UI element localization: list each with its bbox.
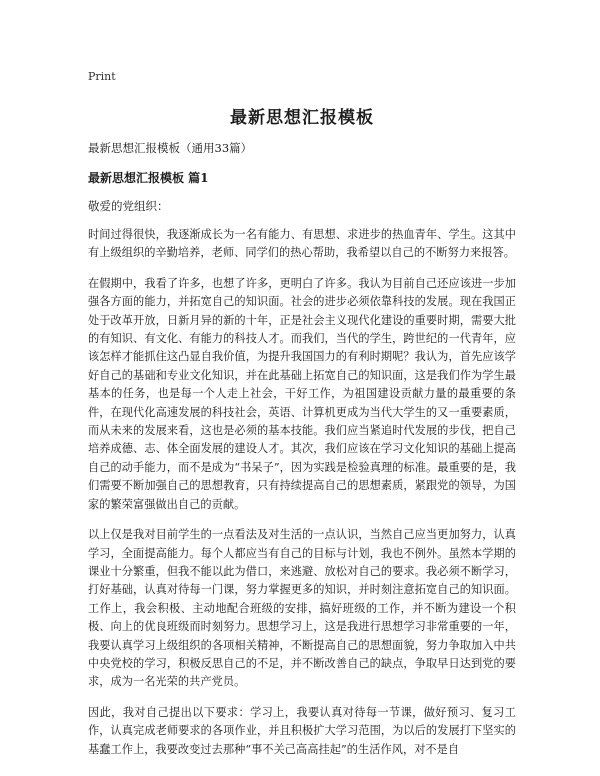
paragraph-4: 因此，我对自己提出以下要求：学习上，我要认真对待每一节课，做好预习、复习工作，认真完成老师要求的各项作业，并且积极扩大学习范围，为以后的发展打下坚实的基蠢工作上，我要改变过去那种“事不关己高高挂起”的生活作风，对不是自 [88,705,516,756]
document-subtitle: 最新思想汇报模板（通用33篇） [88,141,253,155]
document-title: 最新思想汇报模板 [230,108,374,128]
greeting: 敬爱的党组织： [88,199,169,213]
paragraph-1: 时间过得很快，我逐渐成长为一名有能力、有思想、求进步的热血青年、学生。这其中有上级组织的辛勤培养，老师、同学们的热心帮助，我希望以自己的不断努力来报答。 [88,228,516,260]
document-page [88,70,516,771]
section-title: 最新思想汇报模板 篇1 [88,171,209,185]
paragraph-2: 在假期中，我看了许多，也想了许多，更明白了许多。我认为目前自己还应该进一步加强各方面的能力，并拓宽自己的知识面。社会的进步必须依靠科技的发展。现在我国正处于改革开放，日新月异的新的十年，正是社会主义现代化建设的重要时期，需要大批的有知识、有文化、有能力的科技人才。而我们，当代的学生，跨世纪的一代青年，应该怎样才能抓住这凸显自我价值，为提升我国国力的有利时期呢？我认为，首先应该学好自己的基础和专业文化知识，并在此基础上拓宽自己的知识面，这是我们作为学生最基本的任务，也是每一个人走上社会，干好工作，为祖国建设贡献力量的最重要的条件，在现代化高速发展的科技社会，英语、计算机更成为当代大学生的又一重要素质，而从未来的发展来看，这也是必须的基本技能。我们应当紧追时代发展的步伐，把自己培养成德、志、体全面发展的建设人才。其次，我们应该在学习文化知识的基础上提高自己的动手能力，而不是成为“书呆子”，因为实践是检验真理的标准。最重要的是，我们需要不断加强自己的思想教育，只有持续提高自己的思想素质，紧跟党的领导，为国家的繁荣富强做出自己的贡献。 [88,276,516,511]
paragraph-3: 以上仅是我对目前学生的一点看法及对生活的一点认识，当然自己应当更加努力，认真学习，全面提高能力。每个人都应当有自己的目标与计划，我也不例外。虽然本学期的课业十分繁重，但我不能以此为借口，来逃避、放松对自己的要求。我必须不断学习，打好基础，认真对待每一门课，努力掌握更多的知识，并时刻注意拓宽自己的知识面。工作上，我会积极、主动地配合班级的安排，搞好班级的工作，并不断为建设一个积极、向上的优良班级而时刻努力。思想学习上，这是我进行思想学习非常重要的一年，我要认真学习上级组织的各项相关精神，不断提高自己的思想面貌，努力争取加入中共中央党校的学习，积极反思自己的不足，并不断改善自己的缺点，争取早日达到党的要求，成为一名光荣的共产党员。 [88,528,516,689]
print-label[interactable]: Print [88,70,116,83]
